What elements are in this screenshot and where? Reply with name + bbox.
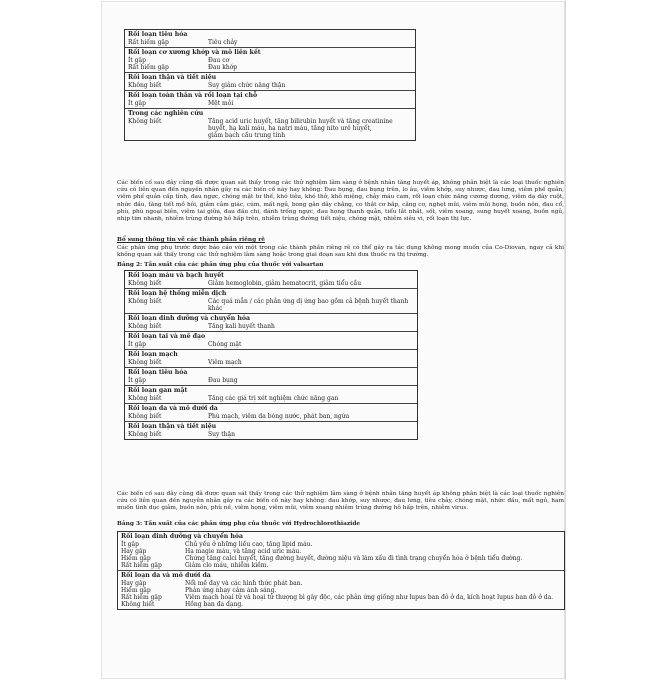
hydrochlorothiazide-adverse-effects-table [117,531,565,610]
effect-cell: Suy thận [208,431,235,438]
section-header: Rối loạn máu và bạch huyết [128,272,225,279]
effect-cell: Chứng tăng calci huyết, tăng đường huyết, đường niệu và làm xấu đi tình trạng chuyển hóa ở bệnh tiểu đường. [185,555,523,562]
frequency-cell: Ít gặp [128,57,146,64]
frequency-cell: Không biết [128,323,162,330]
frequency-cell: Rất hiếm gặp [121,562,162,569]
table-section [125,73,415,91]
frequency-cell: Ít gặp [128,341,146,348]
table-row [128,100,412,107]
section-header: Rối loạn gan mật [128,387,188,394]
section-header: Rối loạn hệ thống miễn dịch [128,290,227,297]
section-header: Trong các nghiên cứu [128,110,204,117]
observed-events-paragraph: Các biến cố sau đây cũng đã được quan sát thấy trong các thử nghiệm lâm sàng ở bệnh nhân tăng huyết áp, không phân biệt là các loại thuốc nghiên cứu có liên quan đến nguyên nhân gây ra các biến cố này hay không: Đau bụng, đau bụng trên, lo âu, viêm khớp, suy nhược, đau lưng, viêm phế quản, viêm phế quản cấp tính, đau ngực, chóng mặt tư thế, khó tiêu, khó thở, khô miệng, chảy máu cam, rối loạn chức năng cương dương, viêm dạ dày ruột, nhức đầu, tăng tiết mồ hôi, giảm cảm giác, cúm, mất ngủ, bong gân dây chằng, co thắt cơ bắp, căng cơ, nghẹt mũi, viêm mũi họng, buồn nôn, đau cổ, phù, phù ngoại biên, viêm tai giữa, đau đầu chi, đánh trống ngực, đau họng thanh quản, tiểu lắt nhắt, sốt, viêm xoang, sung huyết xoang, buồn ngủ, nhịp tim nhanh, nhiễm trùng đường hô hấp trên, nhiễm trùng đường tiết niệu, chóng mặt, nhiễm siêu vi, rối loạn thị lực. [117,180,564,223]
table-row [121,587,561,594]
frequency-cell: Không biết [128,395,162,402]
section-header: Rối loạn mạch [128,351,178,358]
section-header: Rối loạn tai và mê đạo [128,333,206,340]
effect-cell: Giảm clo máu, nhiễm kiềm. [185,562,269,569]
frequency-cell: Không biết [128,359,162,366]
section-header: Rối loạn tiêu hóa [128,369,188,376]
effect-cell: Phản ứng nhạy cảm ánh sáng. [185,587,277,594]
section-header: Rối loạn da và mô dưới da [121,572,211,579]
table-row [121,580,561,587]
frequency-cell [128,125,208,132]
table-row [121,548,561,555]
table-section [125,48,415,73]
table-row [128,118,412,125]
effect-cell: giảm bạch cầu trung tính [208,132,286,139]
table-section [125,314,417,332]
effect-cell: Tăng các giá trị xét nghiệm chức năng gan [208,395,339,402]
frequency-cell: Không biết [128,82,162,89]
frequency-cell: Không biết [128,118,162,125]
table-row [121,601,561,608]
effect-cell: Đau khớp [208,64,238,71]
table3-title: Bảng 3: Tần suất của các phản ứng phụ của thuốc với Hydrochlorothiazide [117,521,361,527]
table-row [121,594,561,601]
table-section [125,109,415,140]
effect-cell: Mệt mỏi [208,100,234,107]
effect-cell: Phù mạch, viêm da bóng nước, phát ban, ngứa [208,413,350,420]
section-header: Rối loạn thận và tiết niệu [128,74,217,81]
table-row [128,57,412,64]
frequency-cell: Rất hiếm gặp [128,39,169,46]
table-section [118,532,564,571]
frequency-cell: Không biết [121,601,155,608]
effect-cell: Hạ magie máu, và tăng acid uric máu. [185,548,302,555]
frequency-cell: Ít gặp [128,100,146,107]
adverse-effects-table-continued [124,29,416,141]
effect-cell: Các quá mẫn / các phản ứng dị ứng bao gồm cả bệnh huyết thanh khác [208,298,409,312]
effect-cell: Nổi mề đay và các hình thức phát ban. [185,580,303,587]
page-edge [565,0,566,680]
table-row [128,323,414,330]
frequency-cell: Không biết [128,413,162,420]
section-header: Rối loạn toàn thân và rối loạn tại chỗ [128,92,258,99]
frequency-cell: Rất hiếm gặp [128,64,169,71]
table-row [128,359,414,366]
effect-cell: Tiêu chảy [208,39,238,46]
effect-cell: Chủ yếu ở những liều cao, tăng lipid máu. [185,541,313,548]
effect-cell: Suy giảm chức năng thận [208,82,286,89]
table-section [125,271,417,289]
table-section [125,91,415,109]
effect-cell: Giảm hemoglobin, giảm hematocrit, giảm tiểu cầu [208,280,362,287]
table-section [125,386,417,404]
frequency-cell: Không biết [128,280,162,287]
table2-title: Bảng 2: Tần suất của các phản ứng phụ của thuốc với valsartan [117,262,324,268]
table-row [128,39,412,46]
valsartan-adverse-effects-table [124,270,418,440]
section-heading-components: Bổ sung thông tin về các thành phần riêng rẽ [117,237,265,243]
frequency-cell: Hay gặp [121,580,147,587]
table-section [125,289,417,314]
effect-cell: Viêm mạch hoại tử và hoại tử thượng bì gây độc, các phản ứng giống như lupus ban đỏ ở da, kích hoạt lupus ban đỏ ở da. [185,594,554,601]
components-paragraph: Các phản ứng phụ trước được báo cáo với một trong các thành phần riêng rẽ có thể gây ra tác dụng không mong muốn của Co-Diovan, ngay cả khi không quan sát thấy trong các thử nghiệm lâm sàng hoặc trong giai đoạn sau khi đưa thuốc ra thị trường. [117,245,564,259]
frequency-cell: Ít gặp [128,377,146,384]
effect-cell: Viêm mạch [208,359,242,366]
section-header: Rối loạn da và mô dưới da [128,405,218,412]
table-row [128,132,412,139]
frequency-cell: Không biết [128,431,162,438]
table-row [121,562,561,569]
effect-cell: huyết, hạ kali máu, hạ natri máu, tăng nito urê huyết, [208,125,372,132]
table-row [128,377,414,384]
table-row [121,541,561,548]
table-row [128,395,414,402]
effect-cell: Chóng mặt [208,341,242,348]
table-row [121,555,561,562]
table-section [125,422,417,439]
frequency-cell [128,132,208,139]
table-row [128,64,412,71]
frequency-cell: Hiếm gặp [121,587,151,594]
effect-cell: Đau cơ [208,57,230,64]
table-section [125,350,417,368]
section-header: Rối loạn thận và tiết niệu [128,423,217,430]
table-section [125,30,415,48]
section-header: Rối loạn tiêu hóa [128,31,188,38]
table-row [128,280,414,287]
frequency-cell: Hay gặp [121,548,147,555]
section-header: Rối loạn dinh dưỡng và chuyển hóa [121,533,244,540]
table-section [125,368,417,386]
frequency-cell: Rất hiếm gặp [121,594,162,601]
section-header: Rối loạn cơ xương khớp và mô liên kết [128,49,261,56]
effect-cell: Tăng acid uric huyết, tăng bilirubin huyết và tăng creatinine [208,118,393,125]
effect-cell: Tăng kali huyết thanh [208,323,275,330]
table-row [128,125,412,132]
table-row [128,341,414,348]
table-row [128,82,412,89]
frequency-cell: Ít gặp [121,541,139,548]
table-row [128,298,414,312]
table-section [118,571,564,609]
frequency-cell: Hiếm gặp [121,555,151,562]
table-section [125,332,417,350]
table-row [128,413,414,420]
effect-cell: Đau bụng [208,377,238,384]
table-row [128,431,414,438]
effect-cell: Hồng ban đa dạng. [185,601,244,608]
table-section [125,404,417,422]
valsartan-events-paragraph: Các biến cố sau đây cũng đã được quan sát thấy trong các thử nghiệm lâm sàng ở bệnh nhân tăng huyết áp không phân biệt là các loại thuốc nghiên cứu có liên quan đến nguyên nhân gây ra các biến cố này hay không: đau khớp, suy nhược, đau lưng, tiêu chảy, chóng mặt, nhức đầu, mất ngủ, ham muốn tình dục giảm, buồn nôn, phù nề, viêm họng, viêm mũi, viêm xoang nhiễm trùng đường hô hấp trên, nhiễm virus. [117,491,564,512]
section-header: Rối loạn dinh dưỡng và chuyển hóa [128,315,251,322]
frequency-cell: Không biết [128,298,162,305]
